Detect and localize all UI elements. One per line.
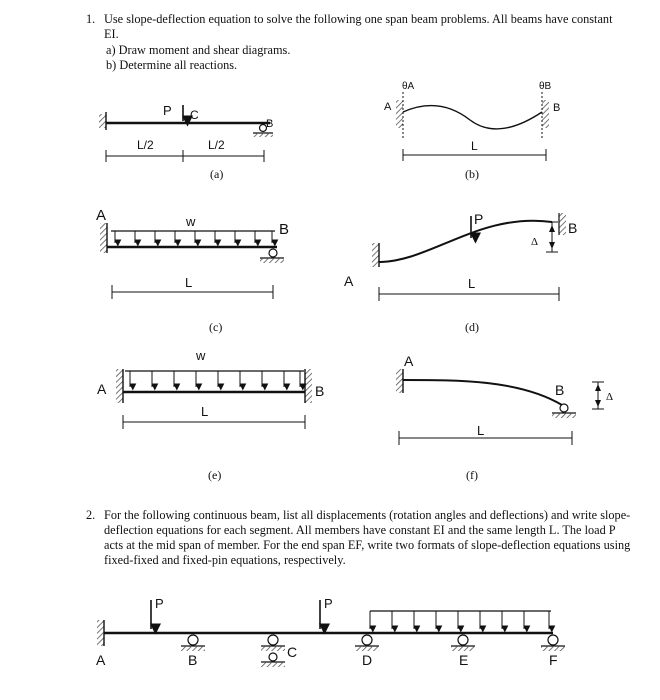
fixed-wall-a	[396, 100, 403, 128]
theta-b-label: θB	[539, 81, 552, 92]
span-label: L	[471, 139, 478, 153]
fixed-support-b	[559, 213, 566, 235]
end-b-label: B	[568, 220, 578, 236]
problem-1-text: Use slope-deflection equation to solve the following one span beam problems. All beams have constant EI.	[104, 12, 613, 41]
end-b-label: B	[553, 102, 561, 114]
fixed-support-a-wall	[99, 114, 106, 128]
span-label: L	[477, 423, 485, 438]
fixed-support-a	[116, 369, 123, 403]
load-label: P	[163, 103, 172, 118]
point-load-2-label: P	[324, 596, 333, 611]
caption-e: (e)	[208, 468, 222, 482]
fixed-support-a	[372, 243, 379, 267]
udl-arrows	[115, 231, 272, 243]
figure-b	[384, 81, 560, 181]
span-label: L	[468, 276, 476, 291]
dimension-right: L/2	[208, 138, 225, 152]
end-b-label: B	[315, 383, 325, 399]
roller-support-d	[355, 635, 379, 651]
caption-a: (a)	[210, 167, 224, 181]
settlement-label: Δ	[531, 236, 539, 248]
load-label: P	[474, 211, 484, 227]
problem-1-number: 1.	[86, 12, 96, 26]
problem-1-part-b: b) Determine all reactions.	[106, 58, 238, 72]
roller-support-e	[451, 635, 475, 651]
span-label: L	[185, 275, 193, 290]
roller-support-b	[181, 635, 205, 651]
point-load-1-label: P	[155, 596, 164, 611]
deflected-beam	[403, 380, 565, 405]
theta-a-label: θA	[402, 81, 415, 92]
load-c-mark: C	[190, 108, 199, 122]
fixed-support-a	[396, 369, 403, 393]
distributed-load	[370, 611, 551, 629]
support-label-e: E	[459, 652, 469, 668]
support-label-d: D	[362, 652, 373, 668]
end-a-label: A	[344, 273, 354, 289]
support-label-f: F	[549, 652, 558, 668]
caption-c: (c)	[209, 320, 223, 334]
end-a-label: A	[96, 207, 107, 224]
settlement-label: Δ	[606, 391, 614, 403]
support-b-label: B	[266, 118, 274, 130]
fixed-support-a	[100, 223, 107, 253]
udl-label: w	[196, 348, 206, 363]
end-a-label: A	[384, 101, 392, 113]
figure-f	[396, 353, 613, 482]
support-label-c: C	[287, 644, 298, 660]
support-label-b: B	[188, 652, 198, 668]
span-label: L	[201, 404, 209, 419]
figure-e	[97, 348, 324, 482]
fixed-wall-b	[542, 100, 549, 128]
deflected-shape	[403, 106, 542, 129]
end-b-label: B	[555, 382, 565, 398]
fixed-support-b	[305, 369, 312, 403]
support-label-a: A	[96, 652, 106, 668]
deflected-beam	[379, 221, 552, 262]
udl-label: w	[186, 214, 196, 229]
caption-f: (f)	[466, 468, 478, 482]
caption-d: (d)	[465, 320, 479, 334]
caption-b: (b)	[465, 167, 479, 181]
end-a-label: A	[404, 353, 414, 369]
problem-2-text: For the following continuous beam, list all displacements (rotation angles and deflections) and write slope-deflection equations for each segment. All members have constant EI and the same length L. The load P acts at the mid span of member. For the end span EF, write two formats of slope-deflection equations using fixed-fixed and fixed-pin equations, respectively.	[104, 508, 631, 567]
roller-support-c	[261, 635, 285, 667]
fixed-support-a	[97, 620, 104, 646]
figure-c	[96, 207, 289, 334]
udl-arrows	[130, 371, 300, 387]
problem-1-part-a: a) Draw moment and shear diagrams.	[106, 43, 291, 57]
figure-d	[344, 211, 577, 334]
problem-2-number: 2.	[86, 508, 96, 522]
roller-support-f	[541, 635, 565, 651]
dimension-left: L/2	[137, 138, 154, 152]
roller-support-b	[269, 249, 277, 257]
figure-a	[99, 103, 273, 181]
continuous-beam	[96, 596, 565, 668]
end-b-label: B	[279, 221, 290, 238]
roller-support-b	[560, 404, 568, 412]
end-a-label: A	[97, 381, 107, 397]
